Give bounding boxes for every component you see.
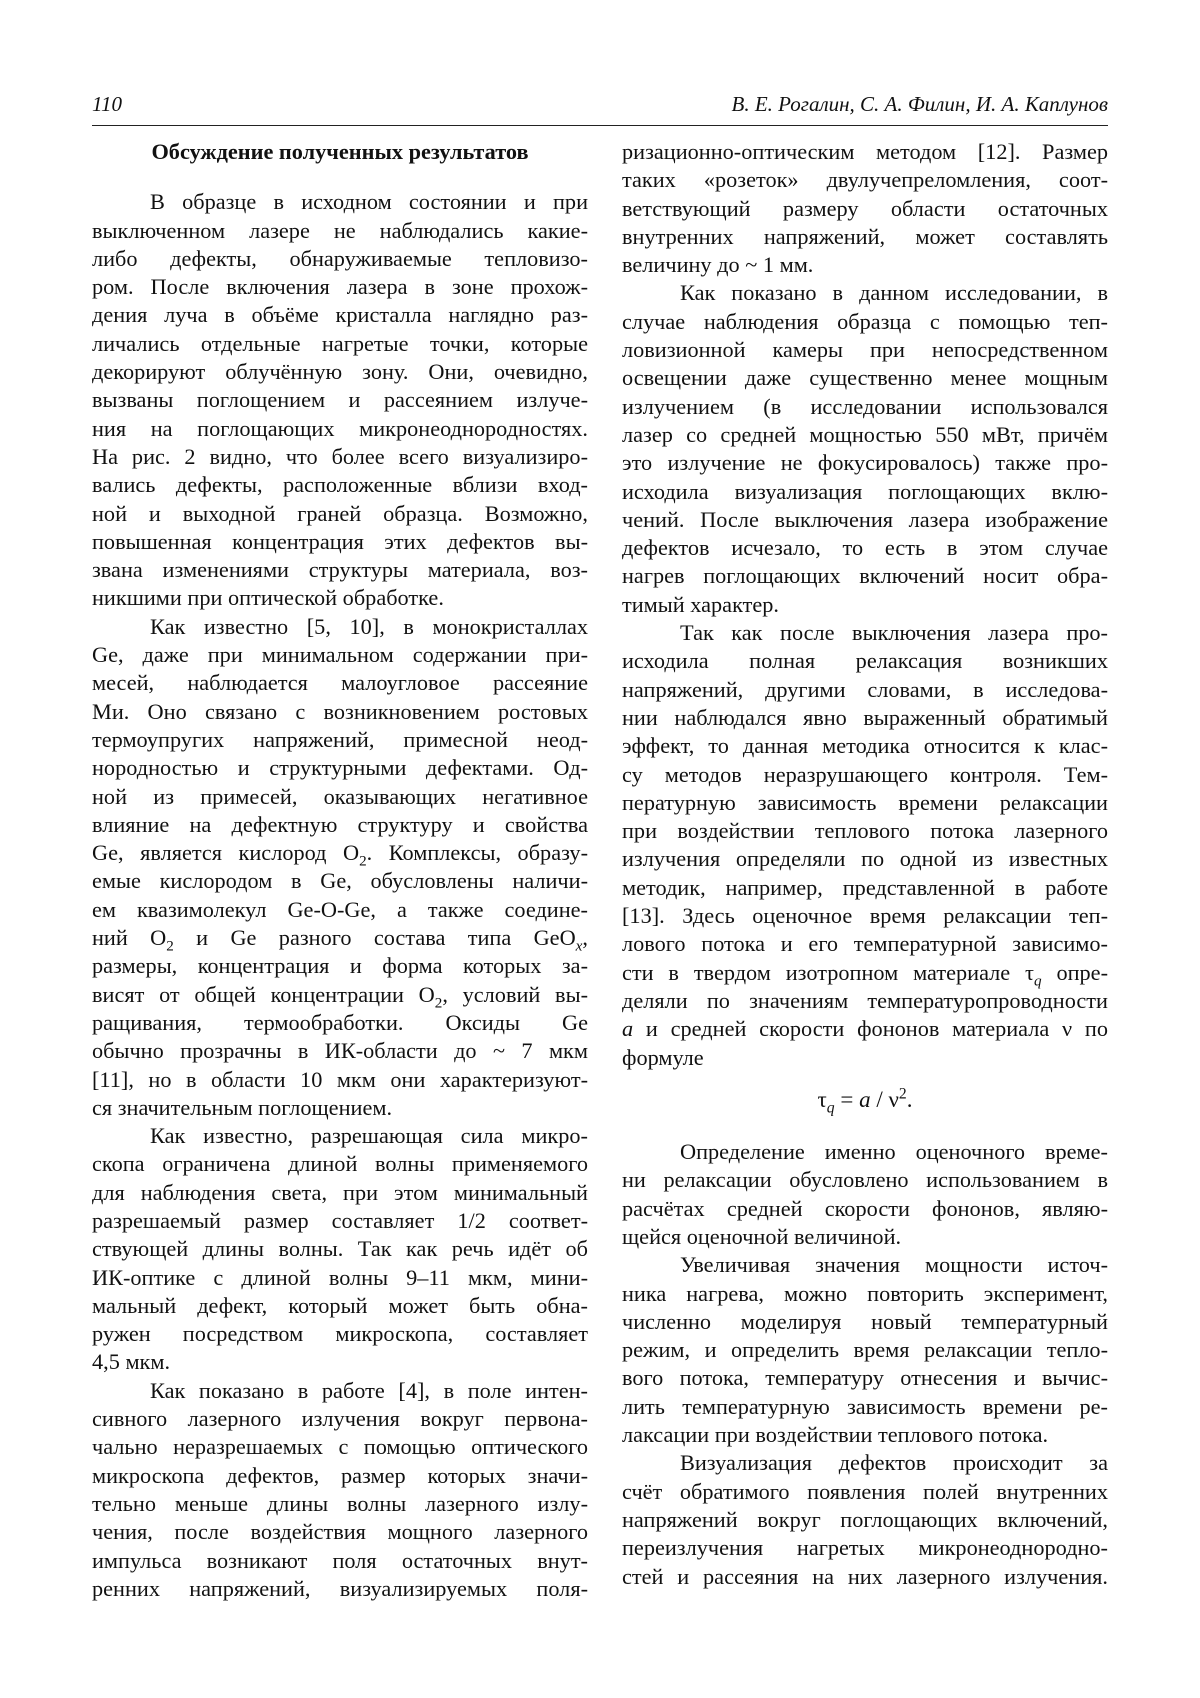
text-segment: , (582, 925, 588, 950)
page-number: 110 (92, 92, 122, 117)
text-line: Так как после выключения лазера про- (622, 619, 1108, 647)
text-line: емые кислородом в Ge, обусловлены наличи- (92, 867, 588, 895)
text-line: скопа ограничена длиной волны применяемого (92, 1150, 588, 1178)
text-line: вызваны поглощением и рассеянием излуче- (92, 386, 588, 414)
text-segment: и Ge разного состава типа GeO (174, 925, 576, 950)
text-line: ной и выходной граней образца. Возможно, (92, 500, 588, 528)
text-line: су методов неразрушающего контроля. Тем- (622, 761, 1108, 789)
text-segment: опре- (1042, 960, 1108, 985)
paragraph (622, 279, 1108, 619)
header-rule (92, 125, 1108, 126)
text-line: для наблюдения света, при этом минимальный (92, 1179, 588, 1207)
text-line: декорируют облучённую зону. Они, очевидно, (92, 358, 588, 386)
right-column (622, 138, 1108, 1591)
text-line: ся значительным поглощением. (92, 1094, 588, 1122)
text-line: Ge, даже при минимальном содержании при- (92, 641, 588, 669)
text-line: исходила визуализация поглощающих вклю- (622, 478, 1108, 506)
text-line: лить температурную зависимость времени ре- (622, 1393, 1108, 1421)
text-line: импульса возникают поля остаточных внут- (92, 1547, 588, 1575)
text-line: чально неразрешаемых с помощью оптического (92, 1433, 588, 1461)
text-line: сивного лазерного излучения вокруг первона- (92, 1405, 588, 1433)
text-line: случае наблюдения образца с помощью теп- (622, 308, 1108, 336)
text-line: вались дефекты, расположенные вблизи вход- (92, 471, 588, 499)
text-line: тимый характер. (622, 591, 1108, 619)
text-segment: Ge, является кислород O (92, 840, 359, 865)
text-line: при воздействии теплового потока лазерного (622, 817, 1108, 845)
text-line: нагрев поглощающих включений носит обра- (622, 562, 1108, 590)
text-line (622, 959, 1108, 987)
paragraph (92, 613, 588, 1122)
text-line: ловизионной камеры при непосредственном (622, 336, 1108, 364)
text-line: [13]. Здесь оценочное время релаксации теп- (622, 902, 1108, 930)
paragraph (622, 1138, 1108, 1251)
text-line: чений. После выключения лазера изображение (622, 506, 1108, 534)
text-line: численно моделируя новый температурный (622, 1308, 1108, 1336)
text-line: ружен посредством микроскопа, составляет (92, 1320, 588, 1348)
text-line: ствующей длины волны. Так как речь идёт об (92, 1235, 588, 1263)
text-line: месей, наблюдается малоугловое рассеяние (92, 669, 588, 697)
text-line: внутренних напряжений, может составлять (622, 223, 1108, 251)
text-line: Ми. Оно связано с возникновением ростовых (92, 698, 588, 726)
text-line: влияние на дефектную структуру и свойства (92, 811, 588, 839)
text-segment: 2 (899, 1085, 907, 1102)
text-line: счёт обратимого появления полей внутренних (622, 1478, 1108, 1506)
text-line: ризационно-оптическим методом [12]. Размер (622, 138, 1108, 166)
text-line: напряжений, другими словами, в исследова- (622, 676, 1108, 704)
text-segment: 2 (359, 853, 367, 870)
text-line: нии наблюдался явно выраженный обратимый (622, 704, 1108, 732)
text-line: дефектов исчезало, то есть в этом случае (622, 534, 1108, 562)
text-line: ращивания, термообработки. Оксиды Ge (92, 1009, 588, 1037)
text-line: [11], но в области 10 мкм они характеризуют- (92, 1066, 588, 1094)
text-line: размеры, концентрация и форма которых за- (92, 952, 588, 980)
text-line: методик, например, представленной в работе (622, 874, 1108, 902)
paragraph (622, 619, 1108, 1072)
text-segment: q (1034, 972, 1042, 989)
text-line: пературную зависимость времени релаксации (622, 789, 1108, 817)
text-line: выключенном лазере не наблюдались какие- (92, 217, 588, 245)
text-line: никшими при оптической обработке. (92, 584, 588, 612)
text-line: тельно меньше длины волны лазерного излу- (92, 1490, 588, 1518)
text-line: На рис. 2 видно, что более всего визуализиро- (92, 443, 588, 471)
text-line: таких «розеток» двулучепреломления, соот- (622, 166, 1108, 194)
text-line: дения луча в объёме кристалла наглядно раз- (92, 301, 588, 329)
text-line: Увеличивая значения мощности источ- (622, 1251, 1108, 1279)
text-line (622, 1015, 1108, 1043)
running-header-authors: В. Е. Рогалин, С. А. Филин, И. А. Каплунов (732, 92, 1108, 117)
text-line: Как показано в работе [4], в поле интен- (92, 1377, 588, 1405)
text-segment: ний O (92, 925, 166, 950)
text-line: формуле (622, 1044, 1108, 1072)
text-line: личались отдельные нагретые точки, которые (92, 330, 588, 358)
text-line: Определение именно оценочного време- (622, 1138, 1108, 1166)
text-line: звана изменениями структуры материала, воз- (92, 556, 588, 584)
text-segment: a (859, 1087, 871, 1112)
text-line: излучением (в исследовании использовался (622, 393, 1108, 421)
text-line (92, 981, 588, 1009)
section-heading: Обсуждение полученных результатов (92, 138, 588, 166)
text-line: Как показано в данном исследовании, в (622, 279, 1108, 307)
text-line: чения, после воздействия мощного лазерного (92, 1518, 588, 1546)
text-line: напряжений вокруг поглощающих включений, (622, 1506, 1108, 1534)
text-line: щейся оценочной величиной. (622, 1223, 1108, 1251)
text-line: ренних напряжений, визуализируемых поля- (92, 1575, 588, 1603)
text-segment: 2 (435, 994, 443, 1011)
text-line: обычно прозрачны в ИК-области до ~ 7 мкм (92, 1037, 588, 1065)
text-line: разрешаемый размер составляет 1/2 соответ- (92, 1207, 588, 1235)
text-line: микроскопа дефектов, размер которых значи- (92, 1462, 588, 1490)
text-line: режим, и определить время релаксации тепло- (622, 1336, 1108, 1364)
text-line: Как известно, разрешающая сила микро- (92, 1122, 588, 1150)
text-line: термоупругих напряжений, примесной неод- (92, 726, 588, 754)
text-line: В образце в исходном состоянии и при (92, 188, 588, 216)
text-line: излучения определяли по одной из известных (622, 845, 1108, 873)
text-segment: . (907, 1087, 913, 1112)
text-line: Как известно [5, 10], в монокристаллах (92, 613, 588, 641)
text-line: повышенная концентрация этих дефектов вы- (92, 528, 588, 556)
paragraph (622, 1449, 1108, 1590)
text-line: ни релаксации обусловлено использованием в (622, 1166, 1108, 1194)
formula (622, 1086, 1108, 1114)
text-line (92, 924, 588, 952)
text-line: мальный дефект, который может быть обна- (92, 1292, 588, 1320)
text-line: ния на поглощающих микронеоднородностях. (92, 415, 588, 443)
paragraph (92, 1122, 588, 1377)
text-segment: x (576, 937, 583, 954)
text-segment: 2 (166, 937, 174, 954)
text-line: деляли по значениям температуропроводности (622, 987, 1108, 1015)
text-line: ника нагрева, можно повторить эксперимент, (622, 1280, 1108, 1308)
text-line: величину до ~ 1 мм. (622, 251, 1108, 279)
text-line: нородностью и структурными дефектами. Од- (92, 754, 588, 782)
text-line: лового потока и его температурной зависимо- (622, 930, 1108, 958)
paragraph (92, 188, 588, 612)
text-line (92, 839, 588, 867)
left-column (92, 138, 588, 1603)
text-line: исходила полная релаксация возникших (622, 647, 1108, 675)
text-segment: q (827, 1099, 835, 1116)
running-header (92, 92, 1108, 118)
text-line: это излучение не фокусировалось) также про- (622, 449, 1108, 477)
text-segment: висят от общей концентрации O (92, 982, 435, 1007)
text-segment: . Комплексы, образу- (367, 840, 588, 865)
text-line: ем квазимолекул Ge-O-Ge, а также соедине- (92, 896, 588, 924)
text-line: Визуализация дефектов происходит за (622, 1449, 1108, 1477)
text-line: расчётах средней скорости фононов, являю- (622, 1195, 1108, 1223)
text-segment: τ (818, 1087, 827, 1112)
text-line: ветствующий размеру области остаточных (622, 195, 1108, 223)
text-line: ИК-оптике с длиной волны 9–11 мкм, мини- (92, 1264, 588, 1292)
text-line: 4,5 мкм. (92, 1348, 588, 1376)
text-segment: сти в твердом изотропном материале τ (622, 960, 1034, 985)
text-segment: = (835, 1087, 859, 1112)
text-line: эффект, то данная методика относится к клас- (622, 732, 1108, 760)
text-line: ром. После включения лазера в зоне прохож- (92, 273, 588, 301)
text-segment: и средней скорости фононов материала ν по (633, 1016, 1108, 1041)
text-line: ной из примесей, оказывающих негативное (92, 783, 588, 811)
text-line: переизлучения нагретых микронеоднородно- (622, 1534, 1108, 1562)
text-segment: a (622, 1016, 633, 1041)
text-segment: / ν (871, 1087, 899, 1112)
text-line: лазер со средней мощностью 550 мВт, причём (622, 421, 1108, 449)
paragraph (622, 1251, 1108, 1449)
text-line: стей и рассеяния на них лазерного излучения. (622, 1563, 1108, 1591)
text-segment: , условий вы- (442, 982, 588, 1007)
text-line: либо дефекты, обнаруживаемые тепловизо- (92, 245, 588, 273)
text-line: вого потока, температуру отнесения и вычис- (622, 1364, 1108, 1392)
text-line: лаксации при воздействии теплового потока. (622, 1421, 1108, 1449)
paragraph (622, 138, 1108, 279)
paragraph (92, 1377, 588, 1603)
text-line: освещении даже существенно менее мощным (622, 364, 1108, 392)
